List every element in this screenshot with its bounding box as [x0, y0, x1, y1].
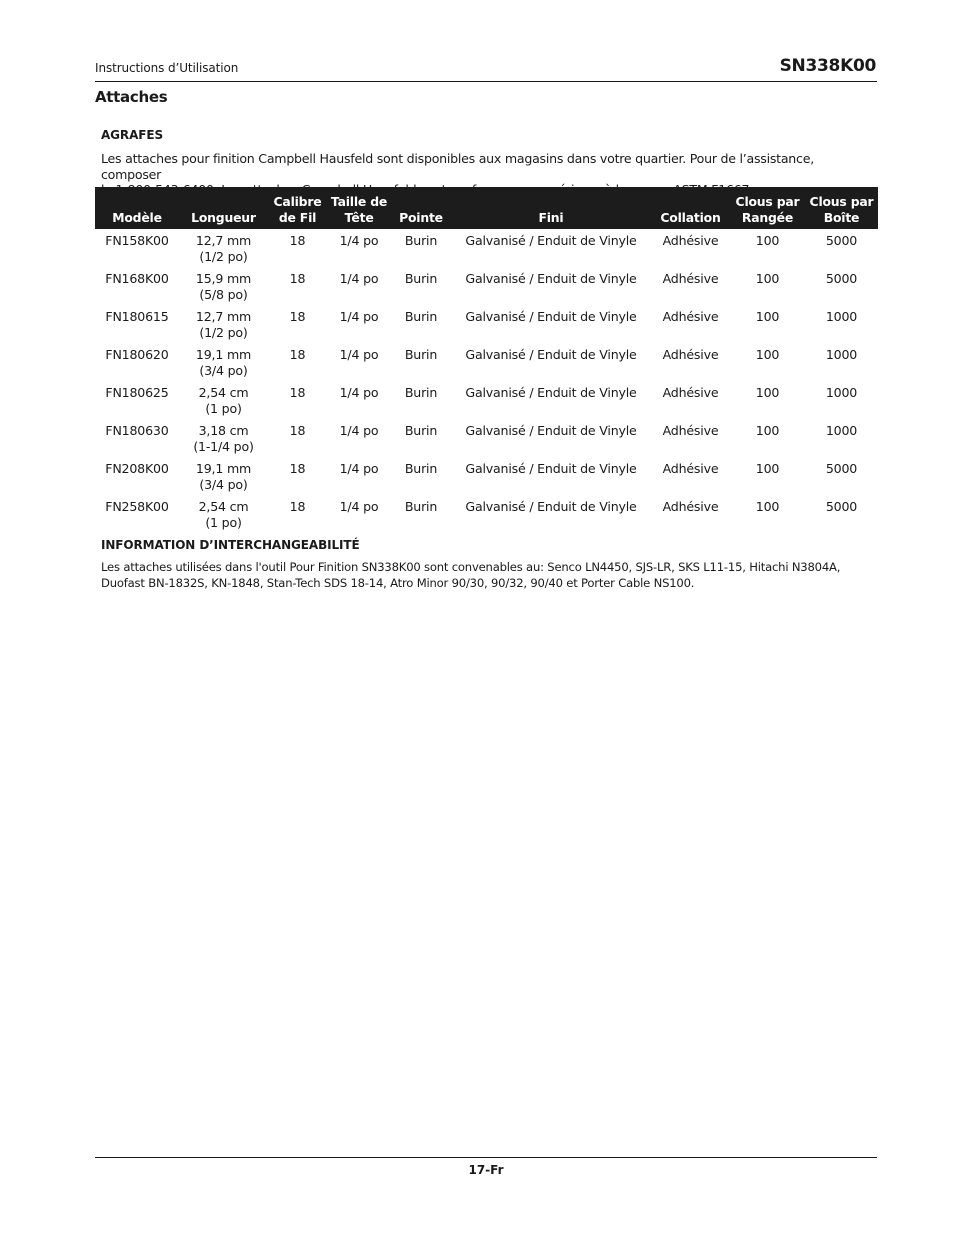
finish-cell-text: Galvanisé / Enduit de Vinyle: [465, 309, 637, 324]
finish-cell-text: Galvanisé / Enduit de Vinyle: [465, 423, 637, 438]
column-header-text: Pointe: [399, 210, 443, 225]
length-cell-text: (5/8 po): [199, 287, 248, 302]
head-size-cell-text: 1/4 po: [339, 423, 379, 438]
length-cell-text: 2,54 cm: [198, 499, 249, 514]
model-cell-text: FN180620: [105, 347, 169, 362]
gauge-cell-text: 18: [289, 347, 306, 362]
collation-cell: [651, 343, 730, 381]
collation-cell-text: Adhésive: [662, 423, 719, 438]
column-header-text: Longueur: [191, 210, 256, 225]
gauge-cell: [268, 229, 327, 267]
per-box-cell: [805, 381, 878, 419]
column-header-text: Tête: [344, 210, 374, 225]
column-header: [179, 187, 268, 229]
point-cell-text: Burin: [404, 347, 438, 362]
per-strip-cell-text: 100: [755, 385, 780, 400]
collation-cell-text: Adhésive: [662, 309, 719, 324]
page-number: 17-Fr: [468, 1163, 504, 1177]
table-row: [95, 457, 878, 495]
column-header: [730, 187, 805, 229]
point-cell-text: Burin: [404, 309, 438, 324]
per-strip-cell: [730, 457, 805, 495]
length-cell-text: 19,1 mm: [195, 461, 252, 476]
per-box-cell: [805, 419, 878, 457]
column-header: [391, 187, 451, 229]
interchangeability-heading: INFORMATION D’INTERCHANGEABILITÉ: [101, 538, 360, 552]
head-size-cell-text: 1/4 po: [339, 271, 379, 286]
column-header-text: Boîte: [823, 210, 860, 225]
per-box-cell: [805, 305, 878, 343]
length-cell: [179, 229, 268, 267]
collation-cell: [651, 495, 730, 533]
collation-cell-text: Adhésive: [662, 271, 719, 286]
per-box-cell-text: 1000: [825, 423, 858, 438]
table-row: [95, 267, 878, 305]
point-cell-text: Burin: [404, 499, 438, 514]
gauge-cell-text: 18: [289, 461, 306, 476]
per-strip-cell-text: 100: [755, 347, 780, 362]
per-strip-cell-text: 100: [755, 461, 780, 476]
finish-cell: [451, 305, 651, 343]
gauge-cell: [268, 457, 327, 495]
per-strip-cell-text: 100: [755, 309, 780, 324]
finish-cell: [451, 343, 651, 381]
point-cell: [391, 267, 451, 305]
column-header-text: Modèle: [112, 210, 162, 225]
model-cell-text: FN168K00: [105, 271, 169, 286]
table-row: [95, 419, 878, 457]
finish-cell: [451, 419, 651, 457]
collation-cell: [651, 419, 730, 457]
length-cell: [179, 381, 268, 419]
length-cell: [179, 305, 268, 343]
model-cell-text: FN208K00: [105, 461, 169, 476]
per-strip-cell: [730, 419, 805, 457]
interchangeability-text: [101, 560, 877, 591]
header-divider: [95, 81, 877, 82]
model-cell: [95, 305, 179, 343]
model-cell: [95, 495, 179, 533]
agrafes-intro-line-1: Les attaches pour finition Campbell Hausfeld sont disponibles aux magasins dans votre quartier. Pour de l’assistance, composer: [101, 151, 814, 182]
collation-cell-text: Adhésive: [662, 461, 719, 476]
table-row: [95, 495, 878, 533]
head-size-cell: [327, 495, 391, 533]
length-cell: [179, 267, 268, 305]
per-box-cell-text: 1000: [825, 347, 858, 362]
per-box-cell-text: 5000: [825, 461, 858, 476]
length-cell-text: 3,18 cm: [198, 423, 249, 438]
collation-cell-text: Adhésive: [662, 499, 719, 514]
table-row: [95, 381, 878, 419]
head-size-cell-text: 1/4 po: [339, 309, 379, 324]
point-cell: [391, 343, 451, 381]
length-cell: [179, 419, 268, 457]
section-title: Attaches: [95, 88, 168, 106]
per-strip-cell: [730, 495, 805, 533]
table-body: [95, 229, 878, 533]
column-header: [95, 187, 179, 229]
collation-cell-text: Adhésive: [662, 385, 719, 400]
model-cell-text: FN258K00: [105, 499, 169, 514]
head-size-cell: [327, 343, 391, 381]
head-size-cell: [327, 229, 391, 267]
gauge-cell: [268, 267, 327, 305]
column-header-text: Rangée: [741, 210, 794, 225]
point-cell: [391, 495, 451, 533]
gauge-cell: [268, 305, 327, 343]
interchangeability-line-1: Les attaches utilisées dans l'outil Pour Finition SN338K00 sont convenables au: Senco LN4450, SJS-LR, SKS L11-15, Hitachi N3804A,: [101, 560, 841, 574]
column-header-text: Fini: [538, 210, 564, 225]
finish-cell: [451, 495, 651, 533]
per-strip-cell: [730, 229, 805, 267]
per-box-cell-text: 5000: [825, 233, 858, 248]
column-header: [327, 187, 391, 229]
column-header: [451, 187, 651, 229]
per-strip-cell-text: 100: [755, 271, 780, 286]
head-size-cell: [327, 457, 391, 495]
model-cell: [95, 343, 179, 381]
length-cell-text: 12,7 mm: [195, 233, 252, 248]
gauge-cell: [268, 419, 327, 457]
table-row: [95, 305, 878, 343]
column-header-text: de Fil: [278, 210, 317, 225]
column-header: [805, 187, 878, 229]
gauge-cell: [268, 495, 327, 533]
column-header: [268, 187, 327, 229]
head-size-cell-text: 1/4 po: [339, 385, 379, 400]
length-cell-text: 12,7 mm: [195, 309, 252, 324]
gauge-cell-text: 18: [289, 423, 306, 438]
per-strip-cell-text: 100: [755, 499, 780, 514]
column-header-text: Collation: [660, 210, 721, 225]
finish-cell: [451, 267, 651, 305]
length-cell-text: (1 po): [205, 515, 242, 530]
point-cell-text: Burin: [404, 423, 438, 438]
footer-divider: [95, 1157, 877, 1158]
finish-cell-text: Galvanisé / Enduit de Vinyle: [465, 347, 637, 362]
model-cell: [95, 267, 179, 305]
gauge-cell-text: 18: [289, 233, 306, 248]
collation-cell-text: Adhésive: [662, 233, 719, 248]
column-header-text: Calibre: [273, 194, 322, 209]
per-strip-cell: [730, 267, 805, 305]
table-header-row: [95, 187, 878, 229]
length-cell-text: (3/4 po): [199, 363, 248, 378]
model-cell-text: FN180615: [105, 309, 169, 324]
collation-cell-text: Adhésive: [662, 347, 719, 362]
per-box-cell: [805, 495, 878, 533]
model-cell-text: FN158K00: [105, 233, 169, 248]
point-cell-text: Burin: [404, 385, 438, 400]
finish-cell: [451, 457, 651, 495]
model-cell-text: FN180625: [105, 385, 169, 400]
collation-cell: [651, 457, 730, 495]
per-box-cell: [805, 343, 878, 381]
length-cell-text: (3/4 po): [199, 477, 248, 492]
collation-cell: [651, 229, 730, 267]
per-box-cell: [805, 457, 878, 495]
head-size-cell-text: 1/4 po: [339, 347, 379, 362]
length-cell-text: 15,9 mm: [195, 271, 252, 286]
length-cell-text: 2,54 cm: [198, 385, 249, 400]
per-box-cell-text: 5000: [825, 499, 858, 514]
header-document-type: Instructions d’Utilisation: [95, 61, 239, 75]
per-strip-cell-text: 100: [755, 423, 780, 438]
finish-cell: [451, 229, 651, 267]
length-cell: [179, 343, 268, 381]
collation-cell: [651, 267, 730, 305]
per-box-cell-text: 1000: [825, 385, 858, 400]
per-strip-cell: [730, 305, 805, 343]
head-size-cell-text: 1/4 po: [339, 499, 379, 514]
gauge-cell-text: 18: [289, 271, 306, 286]
length-cell-text: 19,1 mm: [195, 347, 252, 362]
per-box-cell: [805, 229, 878, 267]
per-strip-cell-text: 100: [755, 233, 780, 248]
per-box-cell-text: 5000: [825, 271, 858, 286]
column-header-text: Clous par: [809, 194, 874, 209]
finish-cell: [451, 381, 651, 419]
head-size-cell: [327, 419, 391, 457]
table-row: [95, 343, 878, 381]
header-model-number: SN338K00: [779, 56, 876, 76]
model-cell: [95, 419, 179, 457]
agrafes-heading: AGRAFES: [101, 128, 164, 142]
length-cell-text: (1 po): [205, 401, 242, 416]
model-cell: [95, 229, 179, 267]
collation-cell: [651, 305, 730, 343]
column-header: [651, 187, 730, 229]
head-size-cell-text: 1/4 po: [339, 461, 379, 476]
gauge-cell-text: 18: [289, 385, 306, 400]
length-cell-text: (1/2 po): [199, 249, 248, 264]
head-size-cell: [327, 305, 391, 343]
point-cell-text: Burin: [404, 233, 438, 248]
model-cell-text: FN180630: [105, 423, 169, 438]
point-cell: [391, 457, 451, 495]
point-cell-text: Burin: [404, 461, 438, 476]
finish-cell-text: Galvanisé / Enduit de Vinyle: [465, 461, 637, 476]
point-cell: [391, 381, 451, 419]
finish-cell-text: Galvanisé / Enduit de Vinyle: [465, 499, 637, 514]
column-header-text: Taille de: [330, 194, 388, 209]
point-cell: [391, 305, 451, 343]
gauge-cell: [268, 381, 327, 419]
length-cell: [179, 495, 268, 533]
finish-cell-text: Galvanisé / Enduit de Vinyle: [465, 271, 637, 286]
point-cell-text: Burin: [404, 271, 438, 286]
length-cell-text: (1/2 po): [199, 325, 248, 340]
per-box-cell: [805, 267, 878, 305]
finish-cell-text: Galvanisé / Enduit de Vinyle: [465, 385, 637, 400]
gauge-cell-text: 18: [289, 309, 306, 324]
table-row: [95, 229, 878, 267]
interchangeability-line-2: Duofast BN-1832S, KN-1848, Stan-Tech SDS 18-14, Atro Minor 90/30, 90/32, 90/40 et Porter Cable NS100.: [101, 575, 695, 590]
head-size-cell: [327, 381, 391, 419]
collation-cell: [651, 381, 730, 419]
point-cell: [391, 419, 451, 457]
head-size-cell: [327, 267, 391, 305]
per-strip-cell: [730, 343, 805, 381]
length-cell: [179, 457, 268, 495]
gauge-cell-text: 18: [289, 499, 306, 514]
column-header-text: Clous par: [735, 194, 800, 209]
gauge-cell: [268, 343, 327, 381]
length-cell-text: (1-1/4 po): [193, 439, 254, 454]
per-strip-cell: [730, 381, 805, 419]
head-size-cell-text: 1/4 po: [339, 233, 379, 248]
per-box-cell-text: 1000: [825, 309, 858, 324]
model-cell: [95, 381, 179, 419]
finish-cell-text: Galvanisé / Enduit de Vinyle: [465, 233, 637, 248]
fastener-table: [95, 187, 878, 533]
point-cell: [391, 229, 451, 267]
model-cell: [95, 457, 179, 495]
